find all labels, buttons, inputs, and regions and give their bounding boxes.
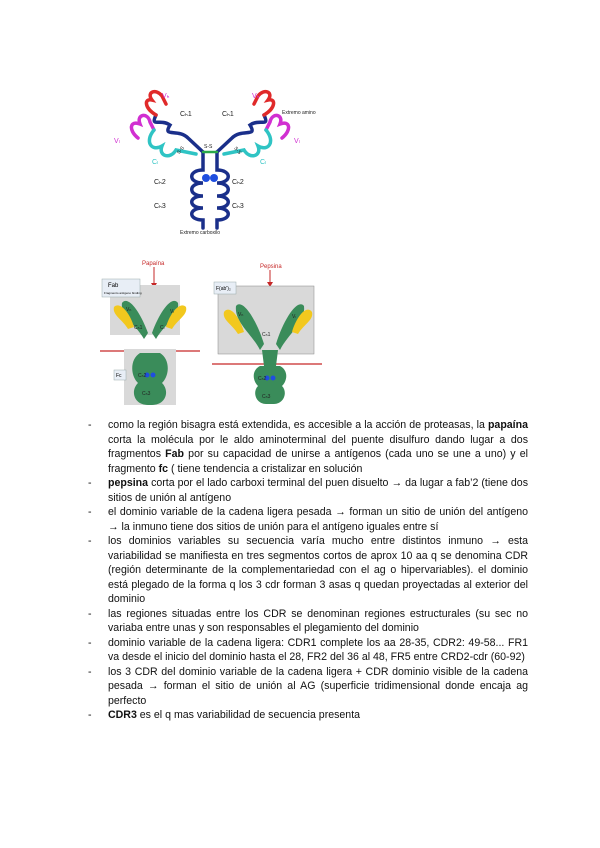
note-text: ( tiene tendencia a cristalizar en solución [168,462,363,475]
papain-label: Papaína [142,261,165,267]
antibody-structure-diagram [100,80,340,240]
fig3-ch3: Cₕ3 [262,394,271,400]
note-text: dominio variable de la cadena ligera: CDR1 complete los aa 28-35, CDR2: 49-58... FR1 va desde el inicio del dominio hasta el 28, FR2 del 36 al 48, FR5 entre CRD2-cdr (60-92) [108,636,528,663]
note-text: es el q mas variabilidad de secuencia presenta [136,709,361,721]
note-text: por su capacidad de unirse a antígenos (cada uno se une a uno) y el fragmento [108,448,528,475]
fig3-ch1: Cₕ1 [262,332,271,338]
list-item [85,418,528,476]
fig3-ch2: Cₕ2 [258,376,267,382]
note-text: las regiones situadas entre los CDR se denominan regiones estructurales (su sec no variaba entre unas y son responsables el plegamiento del dominio [108,607,528,634]
label-ss-left: S-S [175,145,186,156]
fig2-ch2: Cₕ2 [138,373,147,379]
label-extremo-amino: Extremo amino [282,110,316,116]
label-ch1-right: Cₕ1 [222,111,234,118]
note-text: corta por el lado carboxi terminal del puen disuelto → da lugar a fab’2 (tiene dos sitios de unión al antígeno [108,477,528,504]
fig2-vh: Vₕ [126,307,132,313]
label-ch2-left: Cₕ2 [154,179,166,186]
label-cl-left: Cₗ [152,159,159,166]
label-ch3-right: Cₕ3 [232,203,244,210]
note-text: el dominio variable de la cadena ligera pesada → forman un sitio de unión del antígeno → la inmuno tiene dos sitios de unión para el antígeno iguales entre sí [108,506,528,533]
fig2-ch1: Cₕ1 [134,325,143,331]
fig2-vl: Vₗ [170,309,175,315]
notes-list [85,418,528,723]
label-ss-right: S-S [232,145,243,156]
label-ss-center: S-S [204,144,213,150]
label-vl-left: Vₗ [114,138,120,145]
label-ch3-left: Cₕ3 [154,203,166,210]
note-text: corta la molécula por le aldo aminoterminal del puente disulfuro dando lugar a dos fragmentos [108,433,528,460]
fc-green [132,353,168,405]
label-ch2-right: Cₕ2 [232,179,244,186]
fig3-dot-right [271,376,276,381]
fc-label: Fc [116,373,122,379]
note-text: los 3 CDR del dominio variable de la cadena ligera + CDR dominio visible de la cadena pesada → forman el sitio de unión al AG (superficie tridimensional donde encaja ag perfecto [108,665,528,707]
fab-label: Fab [108,283,119,289]
label-vl-right: Vₗ [294,138,300,145]
note-bold: fc [158,462,169,475]
label-vh-left: Vₕ [162,93,170,100]
label-cl-right: Cₗ [260,159,267,166]
label-extremo-carboxilo: Extremo carboxilo [180,230,221,236]
label-ch1-left: Cₕ1 [180,111,192,118]
fab2-label: F(ab')₂ [216,286,231,292]
carbohydrate-dot-right [210,174,218,182]
label-vh-right: Vₕ [252,93,260,100]
heavy-chain-left-fc [192,152,203,228]
note-text: los dominios variables su secuencia varía mucho entre distintos inmuno → esta variabilidad se manifiesta en tres segmentos cortos de aprox 10 aa q se denomina CDR (región determinante de la complementariedad con el ag o hipervariables). el dominio está plegado de la forma q los 3 cdr forman 3 asas q quedan proyectadas al exterior del dominio [108,535,528,605]
list-item [85,636,528,665]
pepsin-label: Pepsina [260,264,282,270]
fig2-ch3: Cₕ3 [142,391,151,397]
heavy-chain-right-fc [217,152,228,228]
list-item [85,534,528,607]
carbohydrate-dot-left [202,174,210,182]
fig2-dot-right [151,373,156,378]
note-bold: CDR3 [108,709,137,721]
pepsin-digestion-diagram [212,258,322,408]
list-item [85,708,528,723]
note-bold: pepsina [108,477,149,489]
fab2-hinge-green [262,350,278,366]
note-text: como la región bisagra está extendida, es accesible a la acción de proteasas, la [108,419,488,431]
fab-sublabel: Fragmento antígeno binding [104,291,142,295]
papain-digestion-diagram [100,255,220,410]
fig3-vl: Vₗ [292,314,297,320]
note-bold: papaína [487,419,528,431]
list-item [85,476,528,505]
fig3-vh: Vₕ [238,312,244,318]
list-item [85,607,528,636]
list-item [85,505,528,534]
fig2-cl: Cₗ [160,325,165,331]
list-item [85,665,528,709]
note-bold: Fab [165,448,185,460]
